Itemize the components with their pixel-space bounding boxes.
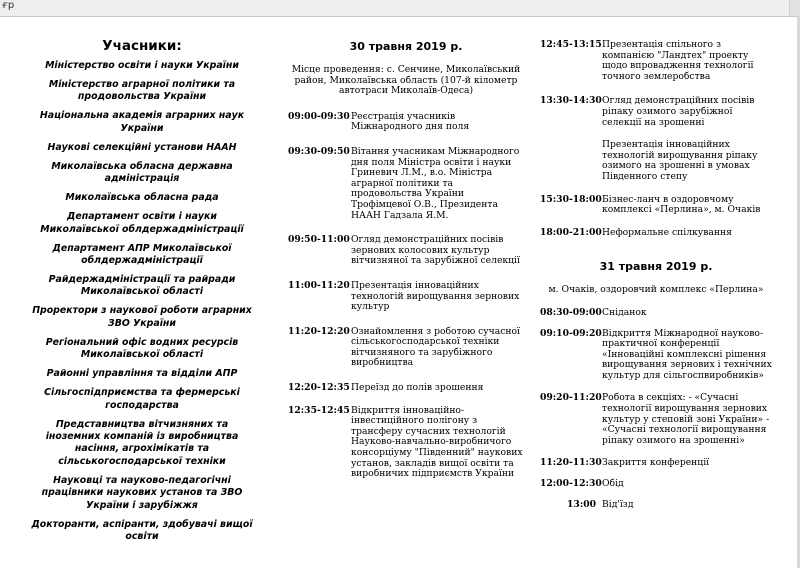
- schedule-time: 12:00-12:30: [540, 478, 602, 490]
- schedule-row: [540, 479, 772, 490]
- schedule-time: 15:30-18:00: [540, 193, 602, 205]
- schedule-desc: Презентація інноваційних технологій вирощування ріпаку озимого на зрошенні в умовах Південного степу: [602, 139, 758, 182]
- participant-item: Міністерство аграрної політики та продовольства України: [48, 79, 236, 103]
- schedule-row: [288, 406, 524, 480]
- schedule-row: [540, 40, 772, 82]
- schedule-time: 12:35-12:45: [288, 404, 350, 416]
- schedule-desc: Обід: [602, 478, 624, 490]
- participant-item: Миколаївська обласна рада: [65, 192, 219, 204]
- schedule-row: [540, 329, 772, 382]
- scroll-corner[interactable]: [789, 0, 800, 16]
- schedule-desc: Вітання учасникам Міжнародного дня поля Міністра освіти і науки Гриневич Л.М., в.о. Міністра аграрної політики та продовольства України Трофімцевої О.В., Президента НААН Гадзала Я.М.: [351, 145, 520, 221]
- schedule-desc: Неформальне спілкування: [602, 226, 732, 238]
- participants-column: [28, 38, 256, 550]
- schedule-time: 11:20-11:30: [540, 457, 602, 469]
- schedule-desc: Від'їзд: [602, 498, 634, 510]
- schedule-row: [288, 147, 524, 221]
- day1-venue: Місце проведення: с. Сенчине, Миколаївський район, Миколаївська область (107-й кілометр автотраси Миколаїв-Одеса): [291, 64, 521, 97]
- schedule-row: [540, 308, 772, 319]
- participant-item: Миколаївська обласна державна адміністрація: [51, 160, 233, 185]
- schedule-time: 13:00: [567, 498, 596, 510]
- participant-item: Проректори з наукової роботи аграрних ЗВО України: [32, 305, 252, 329]
- participant-item: Регіональний офіс водних ресурсів Миколаївської області: [45, 336, 239, 361]
- participant-item: Науковці та науково-педагогічні працівники наукових установ та ЗВО України і зарубіжжя: [41, 474, 243, 511]
- participant-item: Райдержадміністрації та райради Миколаївської області: [48, 274, 236, 298]
- participant-item: Національна академія аграрних наук України: [39, 110, 245, 134]
- schedule-row: [540, 458, 772, 469]
- schedule-time: 09:00-09:30: [288, 110, 350, 122]
- schedule-time: 11:00-11:20: [288, 279, 350, 291]
- schedule-row: [288, 383, 524, 394]
- schedule-desc: Ознайомлення з роботою сучасної сільськогосподарської техніки вітчизняного та зарубіжного виробництва: [351, 325, 520, 369]
- schedule-row: [540, 500, 772, 511]
- participant-item: Сільгоспідприємства та фермерські господарства: [44, 387, 240, 411]
- schedule-row: [288, 112, 524, 133]
- schedule-desc: Бізнес-ланч в оздоровчому комплексі «Перлина», м. Очаків: [602, 193, 761, 216]
- participant-item: Наукові селекційні установи НААН: [47, 141, 237, 153]
- schedule-desc: Презентація інноваційних технологій вирощування зернових культур: [351, 279, 520, 313]
- participant-item: Департамент АПР Миколаївської облдержадміністрації: [52, 242, 232, 267]
- schedule-time: 11:20-12:20: [288, 325, 350, 337]
- schedule-row: [540, 195, 772, 216]
- schedule-time: 12:45-13:15: [540, 39, 602, 50]
- day2-venue: м. Очаків, оздоровчий комплекс «Перлина»: [548, 284, 764, 296]
- day1-column: [288, 40, 524, 480]
- schedule-row: [288, 281, 524, 313]
- schedule-row: [540, 228, 772, 239]
- schedule-desc: Сніданок: [602, 306, 647, 318]
- schedule-time: 09:30-09:50: [288, 145, 350, 157]
- schedule-time: 09:20-11:20: [540, 392, 602, 404]
- schedule-time: 09:50-11:00: [288, 234, 350, 246]
- schedule-desc: Закриття конференції: [602, 457, 710, 469]
- day1-title: 30 травня 2019 р.: [349, 40, 463, 53]
- participant-item: Докторанти, аспіранти, здобувачі вищої освіти: [31, 518, 253, 543]
- day2-column: [540, 40, 772, 510]
- participant-item: Департамент освіти і науки Миколаївської облдержадміністрації: [40, 211, 244, 235]
- participant-item: Міністерство освіти і науки України: [45, 60, 239, 71]
- schedule-desc: Відкриття Міжнародної науково-практичної конференції «Інноваційні комплексні рішення вирощування зернових і технічних культур для сільгоспвиробників»: [602, 327, 772, 381]
- schedule-row: [540, 96, 772, 128]
- schedule-desc: Огляд демонстраційних посівів зернових колосових культур вітчизняної та зарубіжної селекції: [351, 234, 520, 267]
- schedule-row: [288, 235, 524, 267]
- schedule-desc: Робота в секціях: - «Сучасні технології вирощування зернових культур у степовій зоні України» - «Сучасні технології вирощування ріпаку озимого на зрошенні»: [602, 392, 770, 446]
- schedule-time: 18:00-21:00: [540, 226, 602, 238]
- schedule-time: 13:30-14:30: [540, 95, 602, 107]
- window-top-bar: [0, 0, 800, 17]
- schedule-desc: Відкриття інноваційно-інвестиційного полігону з трансферу сучасних технологій Науково-навчально-виробничого консорціуму "Південний" наукових установ, закладів вищої освіти та виробничих підприємств України: [351, 404, 523, 480]
- schedule-desc: Презентація спільного з компанією "Ландтех" проекту щодо впровадження технології точного землеробства: [602, 39, 754, 82]
- participants-title: Учасники:: [102, 38, 182, 54]
- schedule-time: 09:10-09:20: [540, 327, 602, 339]
- schedule-desc: Огляд демонстраційних посівів ріпаку озимого зарубіжної селекції на зрошенні: [602, 95, 755, 128]
- participant-item: Районні управління та відділи АПР: [46, 368, 238, 380]
- top-fragment-text: ғр: [2, 0, 15, 11]
- schedule-time: 08:30-09:00: [540, 306, 602, 318]
- participant-item: Представництва вітчизняних та іноземних компаній із виробництва насіння, агрохімікатів та сільськогосподарської техніки: [45, 418, 239, 467]
- schedule-row: [288, 327, 524, 369]
- schedule-row: [540, 393, 772, 446]
- schedule-desc: Переїзд до полів зрошення: [351, 382, 484, 394]
- day2-title: 31 травня 2019 р.: [599, 260, 713, 274]
- schedule-desc: Реєстрація учасників Міжнародного дня поля: [351, 110, 470, 133]
- schedule-time: 12:20-12:35: [288, 382, 350, 394]
